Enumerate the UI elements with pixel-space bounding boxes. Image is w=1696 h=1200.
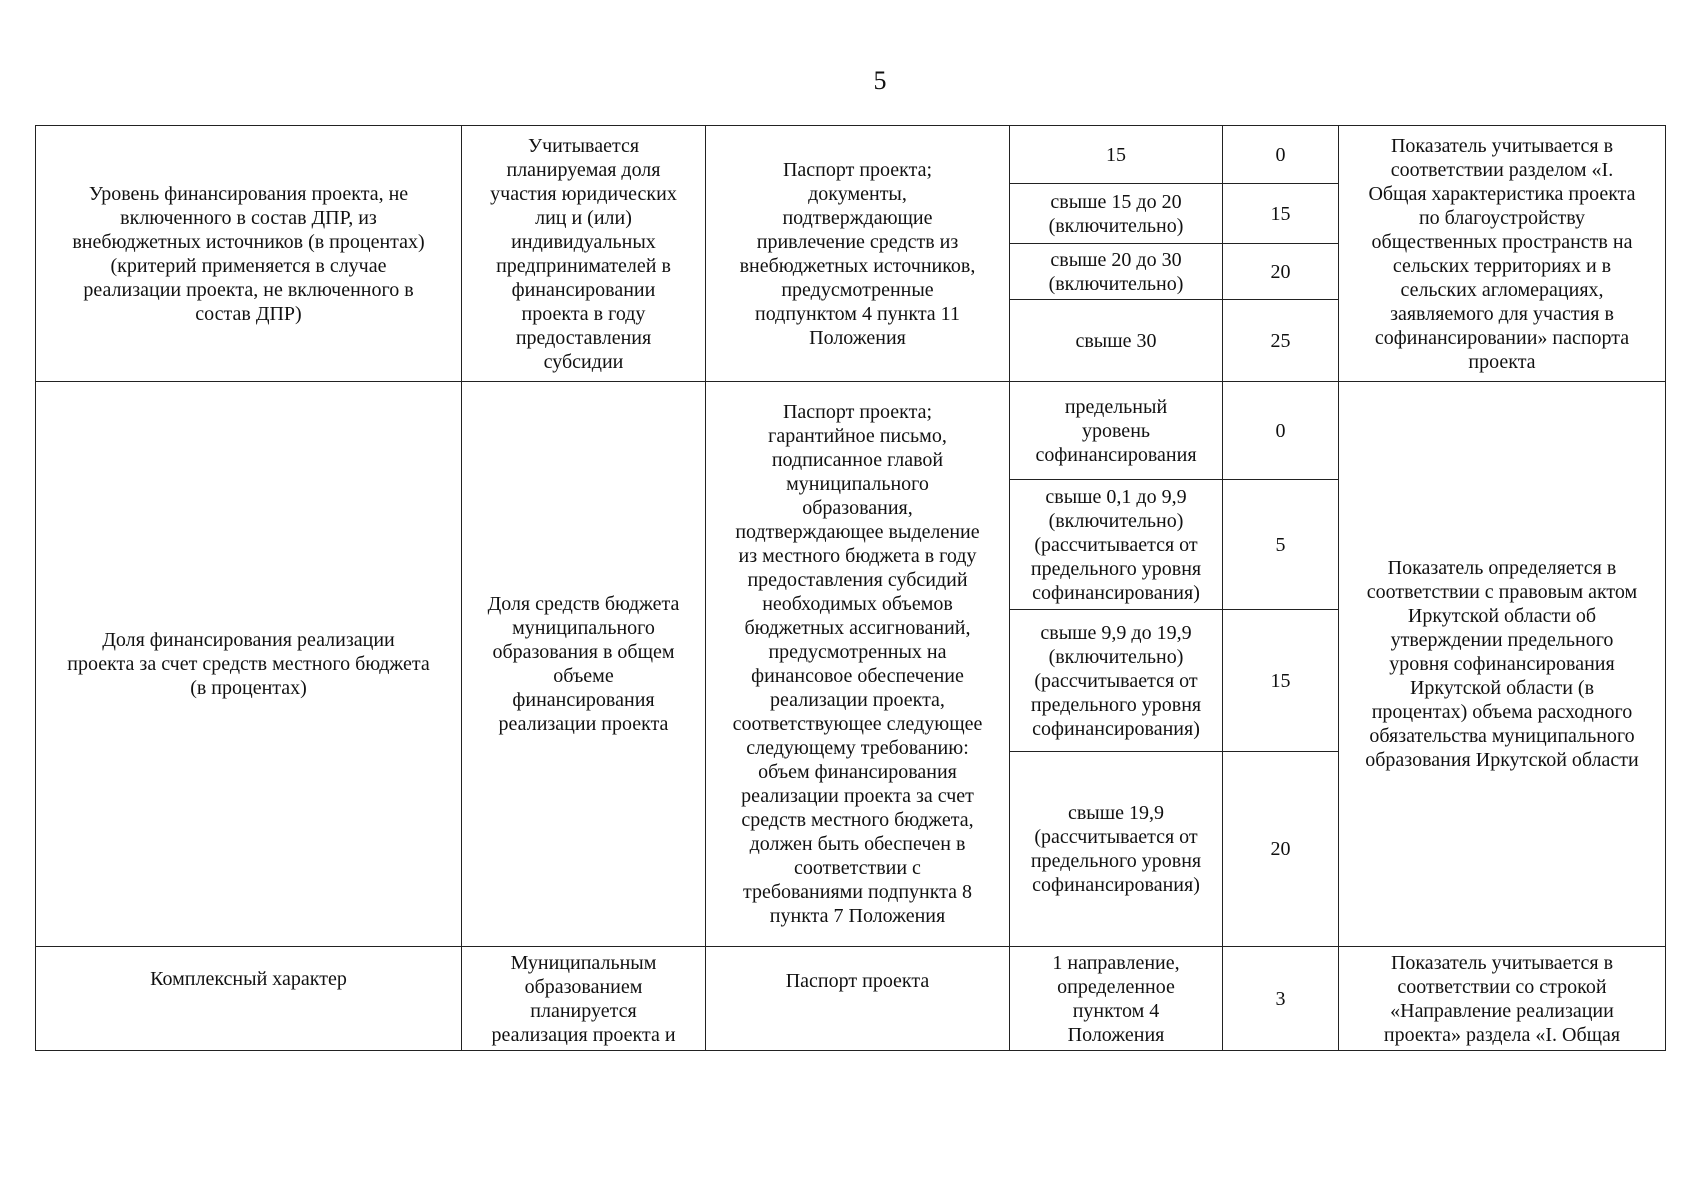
note-cell: Показатель учитывается в соответствии со строкой «Направление реализации проекта» раздела «I. Общая [1339, 947, 1666, 1051]
documents-cell: Паспорт проекта; гарантийное письмо, подписанное главой муниципального образования, подтверждающее выделение из местного бюджета в году предоставления субсидий необходимых объемов бюджетных ассигнований, предусмотренных на финансовое обеспечение реализации проекта, соответствующее следующее следующему требованию: объем финансирования реализации проекта за счет средств местного бюджета, должен быть обеспечен в соответствии с требованиями подпункта 8 пункта 7 Положения [706, 382, 1010, 947]
grade-value-cell: свыше 20 до 30 (включительно) [1010, 244, 1223, 300]
grade-value-cell: 1 направление, определенное пунктом 4 Положения [1010, 947, 1223, 1051]
grade-score-cell: 0 [1223, 382, 1339, 480]
description-cell: Муниципальным образованием планируется реализация проекта и [462, 947, 706, 1051]
grade-value-cell: свыше 30 [1010, 300, 1223, 382]
table-row [36, 126, 1666, 184]
grade-value-cell: свыше 9,9 до 19,9 (включительно) (рассчитывается от предельного уровня софинансирования) [1010, 610, 1223, 752]
criteria-table [35, 125, 1666, 1051]
table-row [36, 382, 1666, 480]
grade-value-cell: 15 [1010, 126, 1223, 184]
grade-value-cell: свыше 15 до 20 (включительно) [1010, 184, 1223, 244]
grade-score-cell: 20 [1223, 244, 1339, 300]
grade-score-cell: 20 [1223, 752, 1339, 947]
grade-score-cell: 15 [1223, 184, 1339, 244]
description-cell: Доля средств бюджета муниципального образования в общем объеме финансирования реализации проекта [462, 382, 706, 947]
documents-cell: Паспорт проекта; документы, подтверждающие привлечение средств из внебюджетных источников, предусмотренные подпунктом 4 пункта 11 Положения [706, 126, 1010, 382]
grade-value-cell: предельный уровень софинансирования [1010, 382, 1223, 480]
documents-cell: Паспорт проекта [706, 947, 1010, 1051]
grade-value-cell: свыше 19,9 (рассчитывается от предельного уровня софинансирования) [1010, 752, 1223, 947]
grade-value-cell: свыше 0,1 до 9,9 (включительно) (рассчитывается от предельного уровня софинансирования) [1010, 480, 1223, 610]
criterion-cell: Комплексный характер [36, 947, 462, 1051]
note-cell: Показатель учитывается в соответствии разделом «I. Общая характеристика проекта по благоустройству общественных пространств на сельских территориях и в сельских агломерациях, заявляемого для участия в софинансировании» паспорта проекта [1339, 126, 1666, 382]
grade-score-cell: 0 [1223, 126, 1339, 184]
criterion-cell: Доля финансирования реализации проекта за счет средств местного бюджета (в процентах) [36, 382, 462, 947]
grade-score-cell: 15 [1223, 610, 1339, 752]
note-cell: Показатель определяется в соответствии с правовым актом Иркутской области об утверждении предельного уровня софинансирования Иркутской области (в процентах) объема расходного обязательства муниципального образования Иркутской области [1339, 382, 1666, 947]
grade-score-cell: 3 [1223, 947, 1339, 1051]
grade-score-cell: 5 [1223, 480, 1339, 610]
page-number: 5 [873, 66, 887, 95]
table-row [36, 947, 1666, 1051]
criterion-cell: Уровень финансирования проекта, не включенного в состав ДПР, из внебюджетных источников (в процентах) (критерий применяется в случае реализации проекта, не включенного в состав ДПР) [36, 126, 462, 382]
grade-score-cell: 25 [1223, 300, 1339, 382]
description-cell: Учитывается планируемая доля участия юридических лиц и (или) индивидуальных предпринимателей в финансировании проекта в году предоставления субсидии [462, 126, 706, 382]
